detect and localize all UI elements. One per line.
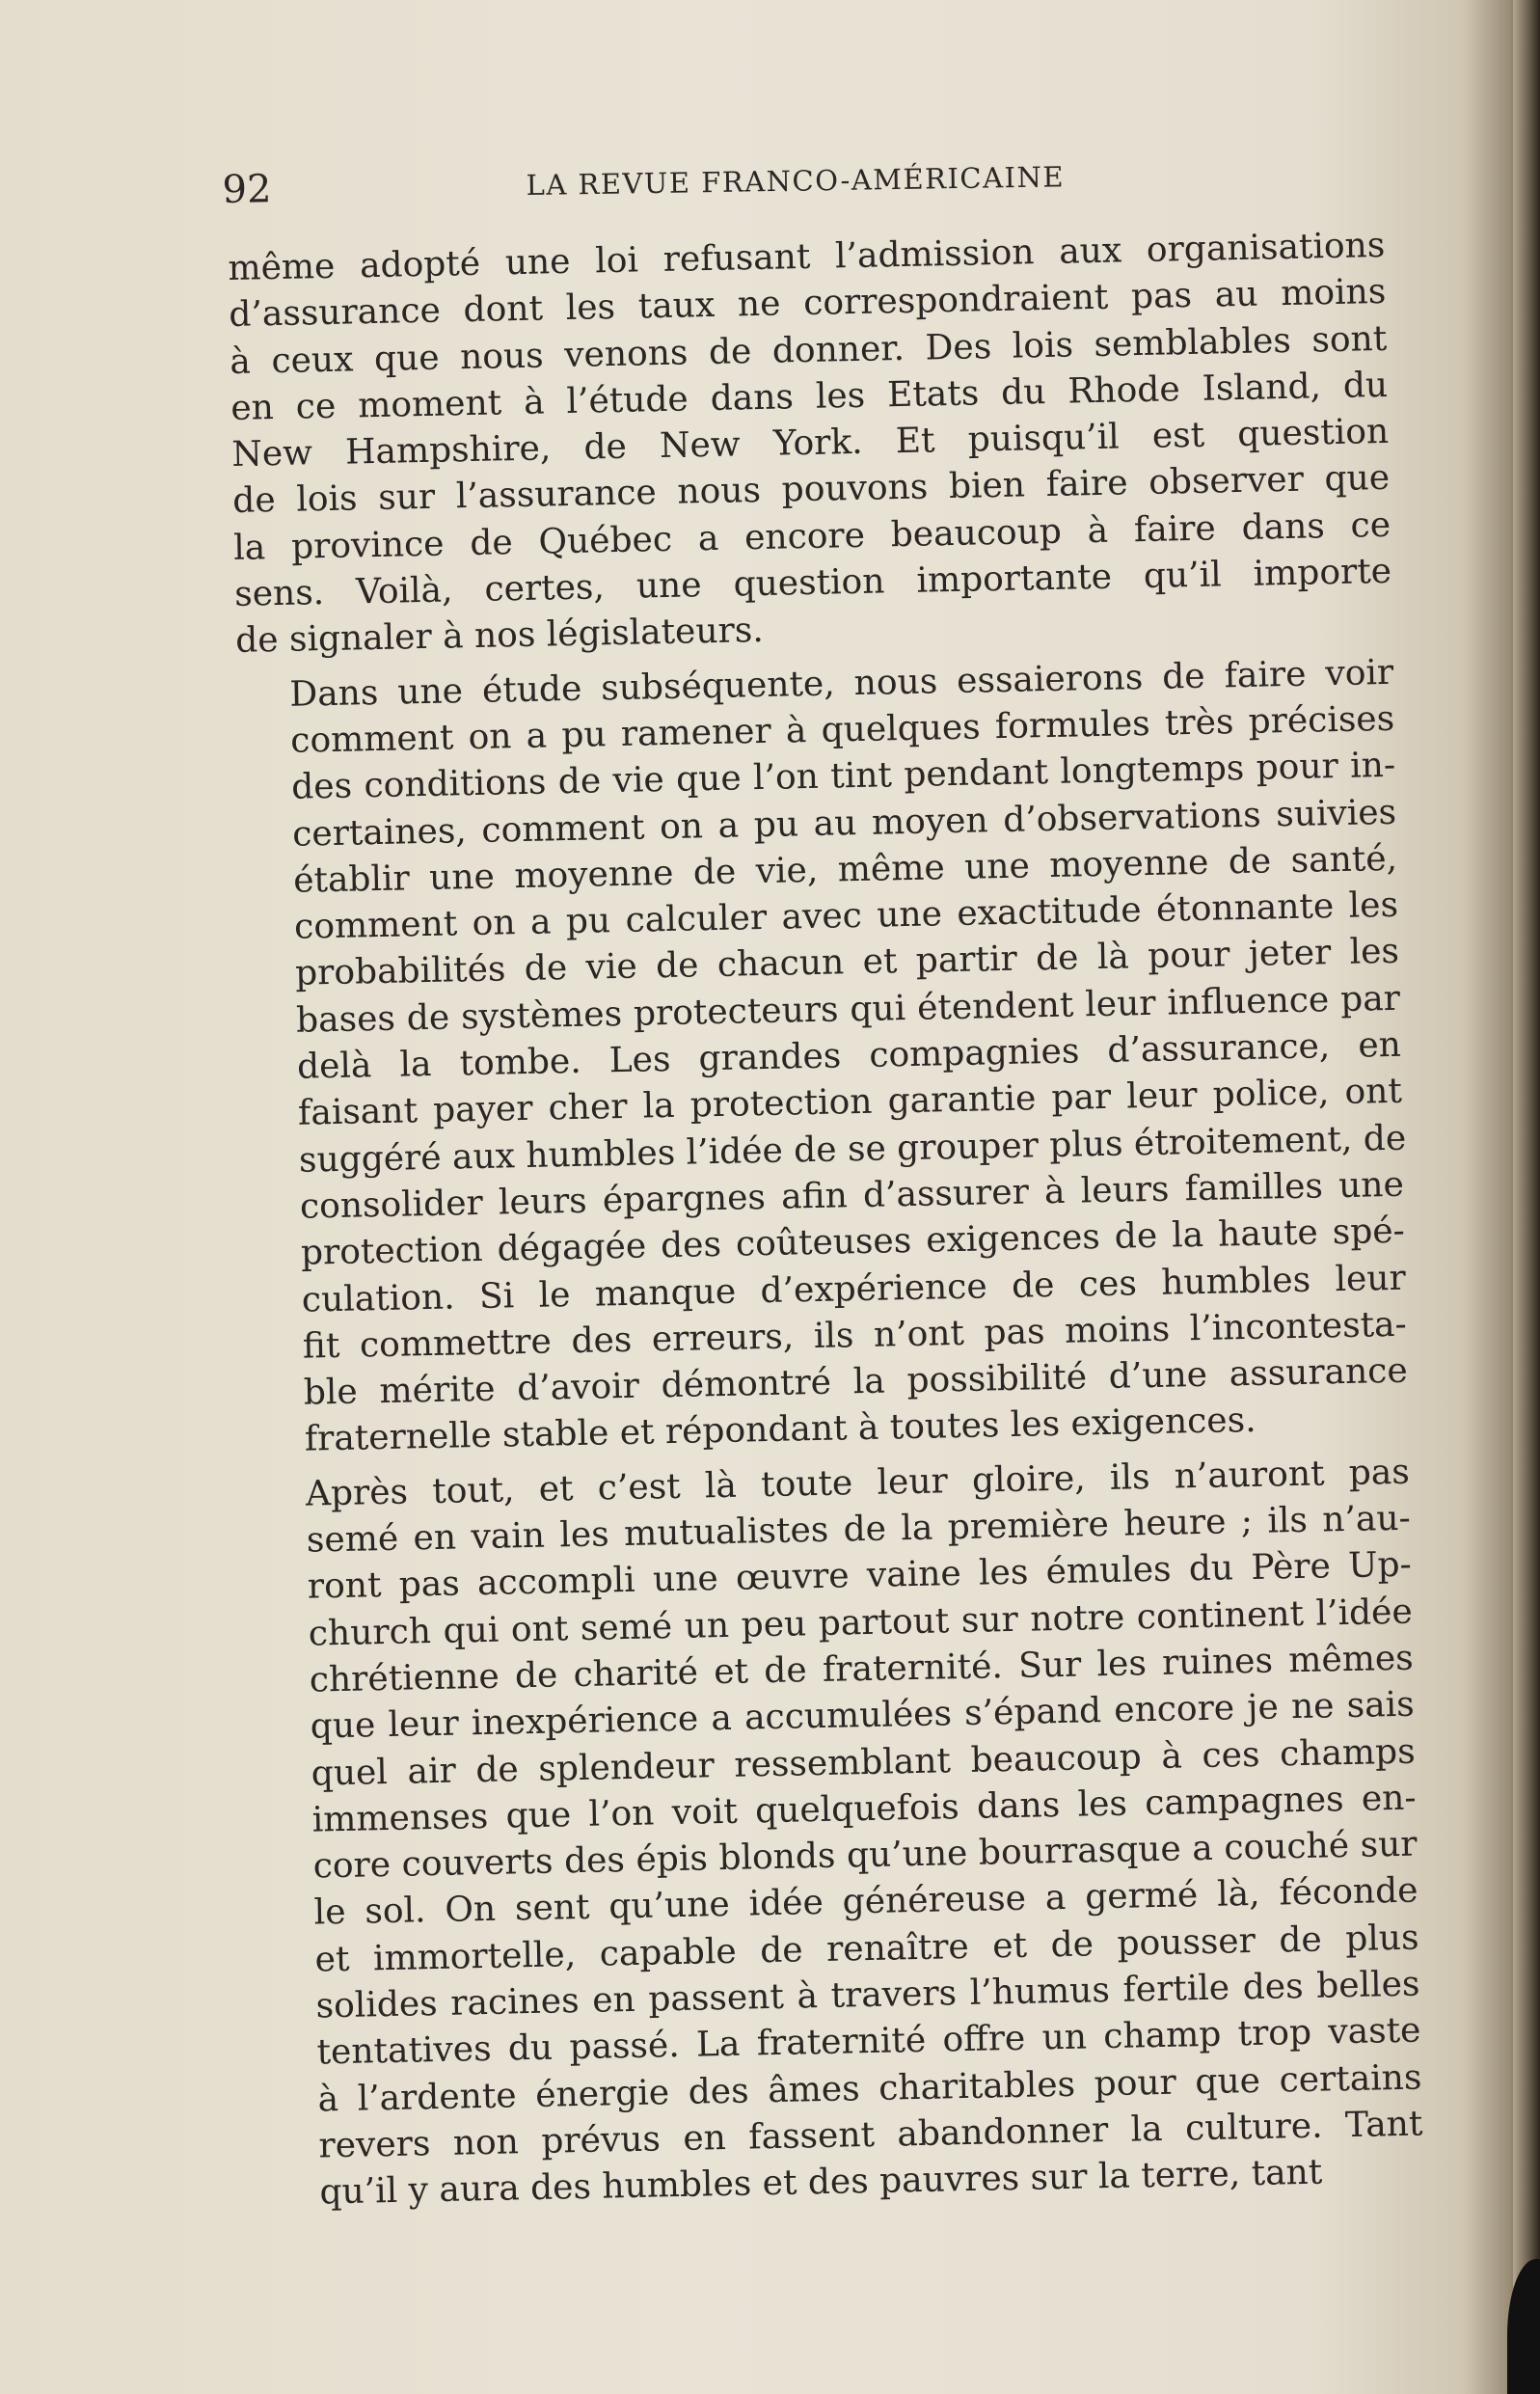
- paragraph: [236, 649, 1409, 1464]
- text-line: delà la tombe. Les grandes compagnies d’assurance, en: [296, 1024, 1402, 1087]
- text-line: suggéré aux humbles l’idée de se grouper plus étroitement, de: [298, 1118, 1407, 1181]
- page-edge-shadow: [1513, 0, 1540, 2394]
- text-line: ble mérite d’avoir démontré la possibilité d’une assurance: [303, 1350, 1409, 1413]
- text-line: semé en vain les mutualistes de la première heure ; ils n’au-: [306, 1498, 1412, 1561]
- text-line: bases de systèmes protecteurs qui étendent leur influence par: [295, 978, 1401, 1041]
- text-line: consolider leurs épargnes afin d’assurer à leurs familles une: [299, 1164, 1405, 1227]
- text-line: Après tout, et c’est là toute leur gloire, ils n’auront pas: [305, 1452, 1411, 1514]
- paragraph: [228, 223, 1392, 666]
- text-line: de signaler à nos législateurs.: [234, 611, 765, 662]
- text-line: qu’il y aura des humbles et des pauvres sur la terre, tant: [319, 2152, 1323, 2213]
- text-line: fraternelle stable et répondant à toutes les exigences.: [304, 1401, 1256, 1460]
- text-line: culation. Si le manque d’expérience de ces humbles leur: [301, 1258, 1407, 1320]
- text-line: faisant payer cher la protection garantie par leur police, ont: [297, 1072, 1403, 1134]
- text-line: New Hampshire, de New York. Et puisqu’il est question: [230, 412, 1390, 476]
- text-line: solides racines en passent à travers l’humus fertile des belles: [315, 1964, 1420, 2027]
- text-line: fit commettre des erreurs, ils n’ont pas moins l’incontesta-: [302, 1304, 1408, 1367]
- running-title: LA REVUE FRANCO-AMÉRICAINE: [526, 160, 1066, 203]
- text-line: des conditions de vie que l’on tint pendant longtemps pour in-: [290, 746, 1396, 808]
- page-header: [222, 136, 1418, 212]
- text-line: ront pas accompli une œuvre vaine les émules du Père Up-: [307, 1544, 1413, 1607]
- text-line: comment on a pu ramener à quelques formules très précises: [289, 698, 1395, 761]
- body-text: [228, 223, 1424, 2217]
- text-line: core couverts des épis blonds qu’une bourrasque a couché sur: [312, 1824, 1418, 1887]
- text-line: établir une moyenne de vie, même une moyenne de santé,: [292, 838, 1398, 901]
- text-line: le sol. On sent qu’une idée généreuse a germé là, féconde: [313, 1870, 1418, 1933]
- text-line: sens. Voilà, certes, une question importante qu’il importe: [233, 551, 1392, 615]
- text-line: en ce moment à l’étude dans les Etats du Rhode Island, du: [230, 365, 1389, 428]
- text-line: quel air de splendeur ressemblant beaucoup à ces champs: [311, 1731, 1416, 1794]
- paragraphs: [228, 223, 1424, 2217]
- text-line: à l’ardente énergie des âmes charitables pour que certains: [317, 2057, 1422, 2120]
- text-line: church qui ont semé un peu partout sur notre continent l’idée: [308, 1591, 1414, 1654]
- text-line: à ceux que nous venons de donner. Des lois semblables sont: [229, 318, 1388, 382]
- text-line: d’assurance dont les taux ne correspondraient pas au moins: [229, 272, 1387, 336]
- text-line: Dans une étude subséquente, nous essaierons de faire voir: [288, 652, 1394, 715]
- paragraph: [253, 1449, 1424, 2217]
- text-line: immenses que l’on voit quelquefois dans les campagnes en-: [311, 1778, 1417, 1840]
- text-line: tentatives du passé. La fraternité offre un champ trop vaste: [316, 2010, 1421, 2073]
- text-line: que leur inexpérience a accumulées s’épand encore je ne sais: [310, 1684, 1416, 1747]
- text-line: et immortelle, capable de renaître et de pousser de plus: [314, 1918, 1419, 1980]
- text-line: même adopté une loi refusant l’admission aux organisations: [228, 225, 1386, 288]
- text-line: protection dégagée des coûteuses exigences de la haute spé-: [300, 1211, 1406, 1273]
- text-line: comment on a pu calculer avec une exactitude étonnante les: [293, 884, 1399, 947]
- text-line: certaines, comment on a pu au moyen d’observations suivies: [291, 792, 1397, 855]
- text-line: probabilités de vie de chacun et partir de là pour jeter les: [294, 932, 1400, 994]
- text-line: revers non prévus en fassent abandonner la culture. Tant: [318, 2104, 1423, 2166]
- text-line: la province de Québec a encore beaucoup à faire dans ce: [232, 504, 1391, 568]
- text-line: de lois sur l’assurance nous pouvons bien faire observer que: [231, 458, 1391, 522]
- page-number: 92: [222, 167, 272, 212]
- text-line: chrétienne de charité et de fraternité. Sur les ruines mêmes: [309, 1638, 1415, 1700]
